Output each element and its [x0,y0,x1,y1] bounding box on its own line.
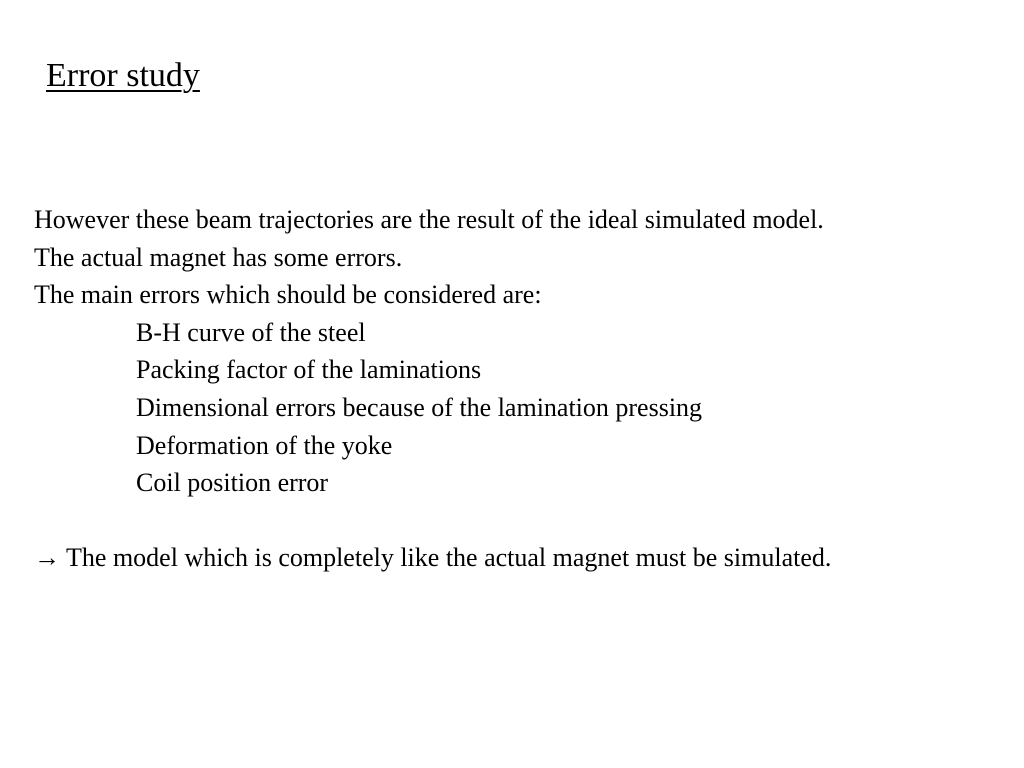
error-item-coil-position: Coil position error [136,468,329,498]
blank-line [34,502,1014,540]
error-item-packing-factor: Packing factor of the laminations [136,355,482,385]
intro-line-3: The main errors which should be considered are: [34,280,542,310]
slide-body [34,201,1014,577]
intro-line-2: The actual magnet has some errors. [34,242,403,272]
intro-line-1: However these beam trajectories are the result of the ideal simulated model. [34,205,824,234]
error-list [34,314,1014,502]
error-item-yoke-deformation: Deformation of the yoke [136,430,393,460]
error-item-bh-curve: B-H curve of the steel [136,317,366,347]
conclusion-line: → The model which is completely like the actual magnet must be simulated. [34,543,832,573]
error-item-dimensional-errors: Dimensional errors because of the lamination pressing [136,392,703,422]
slide-title: Error study [46,57,200,94]
